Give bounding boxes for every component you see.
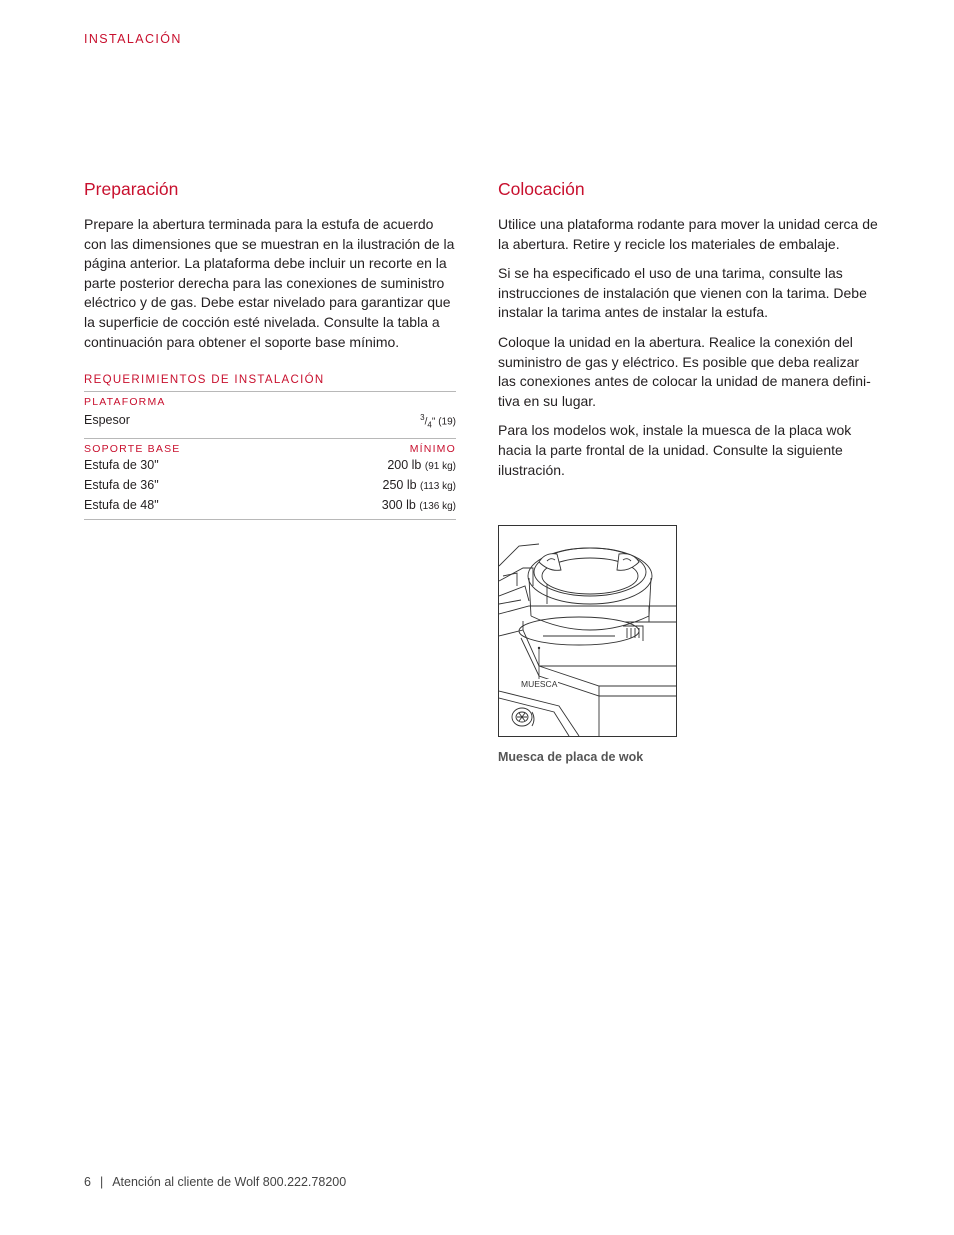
customer-service-text: Atención al cliente de Wolf 800.222.78200 (112, 1175, 347, 1189)
weight-lb: 300 lb (381, 498, 416, 513)
weight-kg: (113 kg) (420, 481, 456, 493)
range-value (382, 496, 456, 516)
thickness-unit: " (431, 416, 436, 428)
preparation-paragraph: Prepare la abertura terminada para la estufa de acuerdo con las dimensiones que se muestran en la ilustración de la página anterior. La plataforma debe incluir un recorte en la parte posterior derecha para las conexiones de suministro eléctrico y de gas. Debe estar nivelado para garantizar que la superficie de cocción esté nivelada. Consulte la tabla a continuación para obtener el soporte base mínimo. (84, 216, 455, 350)
placement-paragraph-4: Para los modelos wok, instale la muesca de la placa wok hacia la parte frontal de la unidad. Consulte la siguiente ilustración. (498, 422, 852, 478)
weight-kg: (136 kg) (419, 501, 456, 513)
minimum-label: MÍNIMO (409, 443, 456, 456)
table-row (84, 496, 456, 516)
table-bottom-rule (84, 519, 456, 520)
thickness-metric: (19) (438, 416, 456, 428)
footer-separator: | (99, 1175, 104, 1189)
table-row (84, 456, 456, 476)
range-value (383, 476, 457, 496)
thickness-numerator: 3 (420, 413, 425, 423)
requirements-table (84, 374, 456, 520)
base-support-label: SOPORTE BASE (84, 443, 181, 456)
notch-label: MUESCA (521, 679, 558, 689)
section-label: INSTALACIÓN (84, 32, 182, 46)
thickness-label: Espesor (84, 413, 130, 428)
footer (84, 1175, 346, 1189)
platform-header-label: PLATAFORMA (84, 396, 166, 409)
figure-caption: Muesca de placa de wok (498, 750, 644, 764)
weight-lb: 250 lb (382, 478, 417, 493)
range-value (387, 456, 456, 476)
wok-ring-drawing (499, 526, 676, 736)
range-label: Estufa de 36" (84, 478, 159, 493)
page-number: 6 (84, 1175, 91, 1189)
placement-paragraph-2: Si se ha especificado el uso de una tarima, consulte las instrucciones de instalación que vienen con la tarima. Debe instalar la tarima antes de instalar la estufa. (498, 265, 867, 321)
weight-kg: (91 kg) (424, 461, 456, 473)
base-support-header (84, 439, 456, 456)
platform-header (84, 392, 456, 409)
thickness-denominator: 4 (427, 420, 432, 430)
weight-lb: 200 lb (387, 458, 422, 473)
placement-title: Colocación (498, 179, 585, 199)
thickness-value: $^3/_4$" (19) (420, 413, 456, 430)
preparation-section (84, 177, 458, 520)
preparation-title: Preparación (84, 179, 179, 199)
thickness-row (84, 409, 456, 434)
placement-paragraph-3: Coloque la unidad en la abertura. Realice la conexión del suministro de gas y eléctrico. Es posible que deba realizar las conexiones antes de colocar la unidad de manera defini-tiva en su lugar. (498, 333, 871, 409)
range-label: Estufa de 30" (84, 458, 159, 473)
placement-paragraph-1: Utilice una plataforma rodante para mover la unidad cerca de la abertura. Retire y recicle los materiales de embalaje. (498, 216, 878, 252)
range-label: Estufa de 48" (84, 498, 159, 513)
requirements-title: REQUERIMIENTOS DE INSTALACIÓN (84, 374, 456, 392)
table-row (84, 476, 456, 496)
wok-notch-illustration (498, 525, 677, 737)
placement-section (498, 177, 878, 490)
